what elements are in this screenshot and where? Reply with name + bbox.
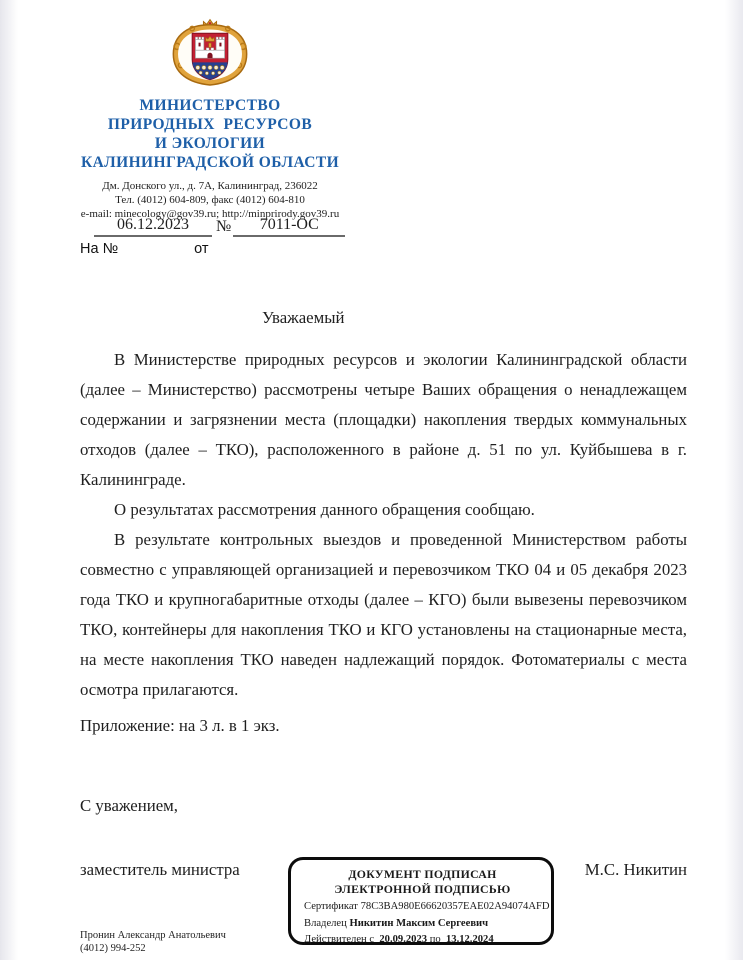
letterhead bbox=[60, 18, 360, 221]
ministry-name-line: МИНИСТЕРСТВО bbox=[139, 97, 281, 114]
signature-row bbox=[80, 855, 687, 959]
ministry-name-line: И ЭКОЛОГИИ bbox=[154, 135, 266, 152]
stamp-validity-row bbox=[304, 934, 541, 947]
salutation: Уважаемый bbox=[262, 308, 345, 327]
ministry-contacts bbox=[60, 179, 360, 221]
page-scan-right-shadow bbox=[725, 0, 743, 960]
signer-position: заместитель министра bbox=[80, 860, 240, 879]
stamp-title-line: ДОКУМЕНТ ПОДПИСАН bbox=[348, 867, 497, 881]
stamp-title bbox=[304, 867, 541, 897]
letter-date: 06.12.2023 bbox=[94, 216, 212, 237]
valid-to-date: 13.12.2024 bbox=[445, 934, 494, 945]
stamp-certificate-row bbox=[304, 901, 550, 914]
outgoing-ref-line bbox=[80, 216, 360, 237]
reply-from-label: от bbox=[194, 241, 209, 257]
electronic-signature-stamp bbox=[288, 857, 554, 945]
paragraph: О результатах рассмотрения данного обращения сообщаю. bbox=[114, 500, 535, 519]
valid-to-label: по bbox=[429, 934, 441, 945]
reference-block bbox=[80, 216, 360, 257]
attachment-line: Приложение: на 3 л. в 1 экз. bbox=[80, 716, 280, 735]
paragraph: В Министерстве природных ресурсов и экологии Калининградской области (далее – Министерство) рассмотрены четыре Ваших обращения о ненадлежащем содержании и загрязнении места (площадки) накопления твердых коммунальных отходов (далее – ТКО), расположенного в районе д. 51 по ул. Куйбышева в г. Калининграде. bbox=[80, 350, 687, 489]
ministry-name-line: КАЛИНИНГРАДСКОЙ ОБЛАСТИ bbox=[80, 154, 340, 171]
paragraph: В результате контрольных выездов и проведенной Министерством работы совместно с управляющей организацией и перевозчиком ТКО 04 и 05 декабря 2023 года ТКО и крупногабаритные отходы (далее – КГО) были вывезены перевозчиком ТКО, контейнеры для накопления ТКО и КГО установлены на стационарные места, на месте накопления ТКО наведен надлежащий порядок. Фотоматериалы с места осмотра прилагаются. bbox=[80, 530, 687, 699]
stamp-owner-row bbox=[304, 918, 541, 931]
owner-value: Никитин Максим Сергеевич bbox=[349, 917, 489, 929]
ministry-address: Дм. Донского ул., д. 7А, Калининград, 236022 bbox=[102, 180, 318, 192]
signer-name: М.С. Никитин bbox=[584, 860, 687, 879]
letter-number: 7011-ОС bbox=[233, 216, 345, 237]
ministry-email-web: e-mail: minecology@gov39.ru; http://minprirody.gov39.ru bbox=[80, 208, 340, 220]
ministry-name bbox=[60, 96, 360, 172]
kaliningrad-oblast-coat-of-arms-icon bbox=[163, 18, 257, 88]
letter-body bbox=[80, 303, 687, 959]
closing-line: С уважением, bbox=[80, 796, 178, 815]
executor-info bbox=[80, 929, 226, 955]
certificate-value: 78C3BA980E66620357EAE02A94074AFD bbox=[360, 901, 550, 912]
ministry-name-line: ПРИРОДНЫХ РЕСУРСОВ bbox=[107, 116, 313, 133]
number-sign: № bbox=[216, 218, 232, 235]
valid-from-date: 20.09.2023 bbox=[379, 934, 428, 945]
validity-label: Действителен с bbox=[304, 934, 375, 945]
page-scan-left-shadow bbox=[0, 0, 18, 960]
stamp-title-line: ЭЛЕКТРОННОЙ ПОДПИСЬЮ bbox=[334, 882, 511, 896]
reply-to-label: На № bbox=[80, 241, 119, 257]
executor-phone: (4012) 994-252 bbox=[80, 943, 146, 954]
executor-name: Пронин Александр Анатольевич bbox=[80, 930, 226, 941]
ministry-phone: Тел. (4012) 604-809, факс (4012) 604-810 bbox=[115, 194, 305, 206]
incoming-ref-line bbox=[80, 241, 360, 257]
certificate-label: Сертификат bbox=[304, 901, 358, 912]
owner-label: Владелец bbox=[304, 917, 347, 929]
